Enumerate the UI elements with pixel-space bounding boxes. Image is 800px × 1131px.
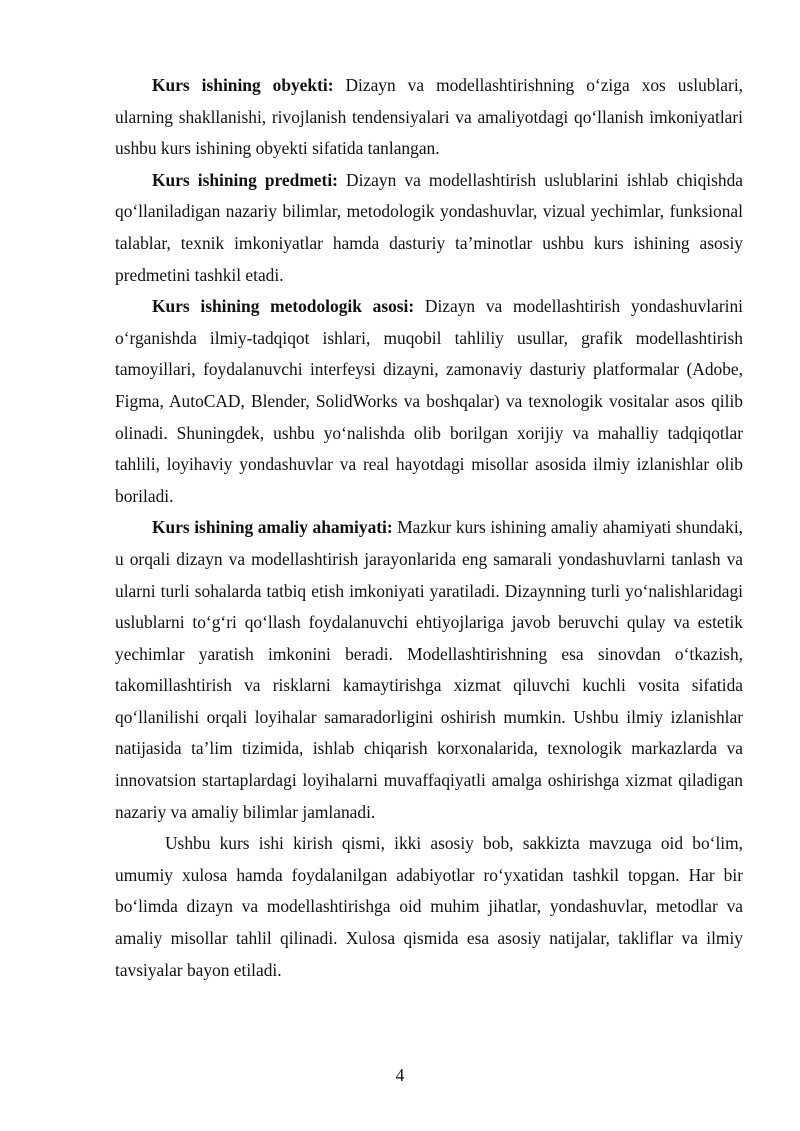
paragraph-text: Dizayn va modellashtirish yondashuvlarini o‘rganishda ilmiy-tadqiqot ishlari, muqobil tahliliy usullar, grafik modellashtirish tamoyillari, foydalanuvchi interfeysi dizayni, zamonaviy dasturiy platformalar (Adobe, Figma, AutoCAD, Blender, SolidWorks va boshqalar) va texnologik vositalar asos qilib olinadi. Shuningdek, ushbu yo‘nalishda olib borilgan xorijiy va mahalliy tadqiqotlar tahlili, loyihaviy yondashuvlar va real hayotdagi misollar asosida ilmiy izlanishlar olib boriladi. (115, 296, 743, 506)
paragraph-methodology (115, 291, 743, 512)
document-page (115, 70, 743, 986)
paragraph-structure (115, 828, 743, 986)
paragraph-lead: Kurs ishining metodologik asosi: (152, 296, 415, 317)
paragraph-lead: Kurs ishining amaliy ahamiyati: (152, 517, 393, 538)
page-number: 4 (395, 1065, 405, 1085)
paragraph-text: Dizayn va modellashtirish uslublarini ishlab chiqishda qo‘llaniladigan nazariy bilimlar, metodologik yondashuvlar, vizual yechimlar, funksional talablar, texnik imkoniyatlar hamda dasturiy ta’minotlar ushbu kurs ishining asosiy predmetini tashkil etadi. (115, 169, 743, 285)
paragraph-text: Ushbu kurs ishi kirish qismi, ikki asosiy bob, sakkizta mavzuga oid bo‘lim, umumiy xulosa hamda foydalanilgan adabiyotlar ro‘yxatidan tashkil topgan. Har bir bo‘limda dizayn va modellashtirishga oid muhim jihatlar, yondashuvlar, metodlar va amaliy misollar tahlil qilinadi. Xulosa qismida esa asosiy natijalar, takliflar va ilmiy tavsiyalar bayon etiladi. (115, 833, 743, 980)
paragraph-text: Mazkur kurs ishining amaliy ahamiyati shundaki, u orqali dizayn va modellashtirish jarayonlarida eng samarali yondashuvlarni tanlash va ularni turli sohalarda tatbiq etish imkoniyati yaratiladi. Dizaynning turli yo‘nalishlaridagi uslublarni to‘g‘ri qo‘llash foydalanuvchi ehtiyojlariga javob beruvchi qulay va estetik yechimlar yaratish imkonini beradi. Modellashtirishning esa sinovdan o‘tkazish, takomillashtirish va risklarni kamaytirishga xizmat qiluvchi kuchli vosita sifatida qo‘llanilishi orqali loyihalar samaradorligini oshirish mumkin. Ushbu ilmiy izlanishlar natijasida ta’lim tizimida, ishlab chiqarish korxonalarida, texnologik markazlarda va innovatsion startaplardagi loyihalarni muvaffaqiyatli amalga oshirishga xizmat qiladigan nazariy va amaliy bilimlar jamlanadi. (115, 517, 743, 822)
paragraph-subject (115, 165, 743, 291)
paragraph-text: Dizayn va modellashtirishning o‘ziga xos uslublari, ularning shakllanishi, rivojlanish tendensiyalari va amaliyotdagi qo‘llanish imkoniyatlari ushbu kurs ishining obyekti sifatida tanlangan. (115, 75, 743, 159)
paragraph-practical-value (115, 512, 743, 828)
paragraph-lead: Kurs ishining predmeti: (152, 169, 338, 190)
paragraph-lead: Kurs ishining obyekti: (152, 75, 334, 95)
paragraph-object (115, 70, 743, 165)
